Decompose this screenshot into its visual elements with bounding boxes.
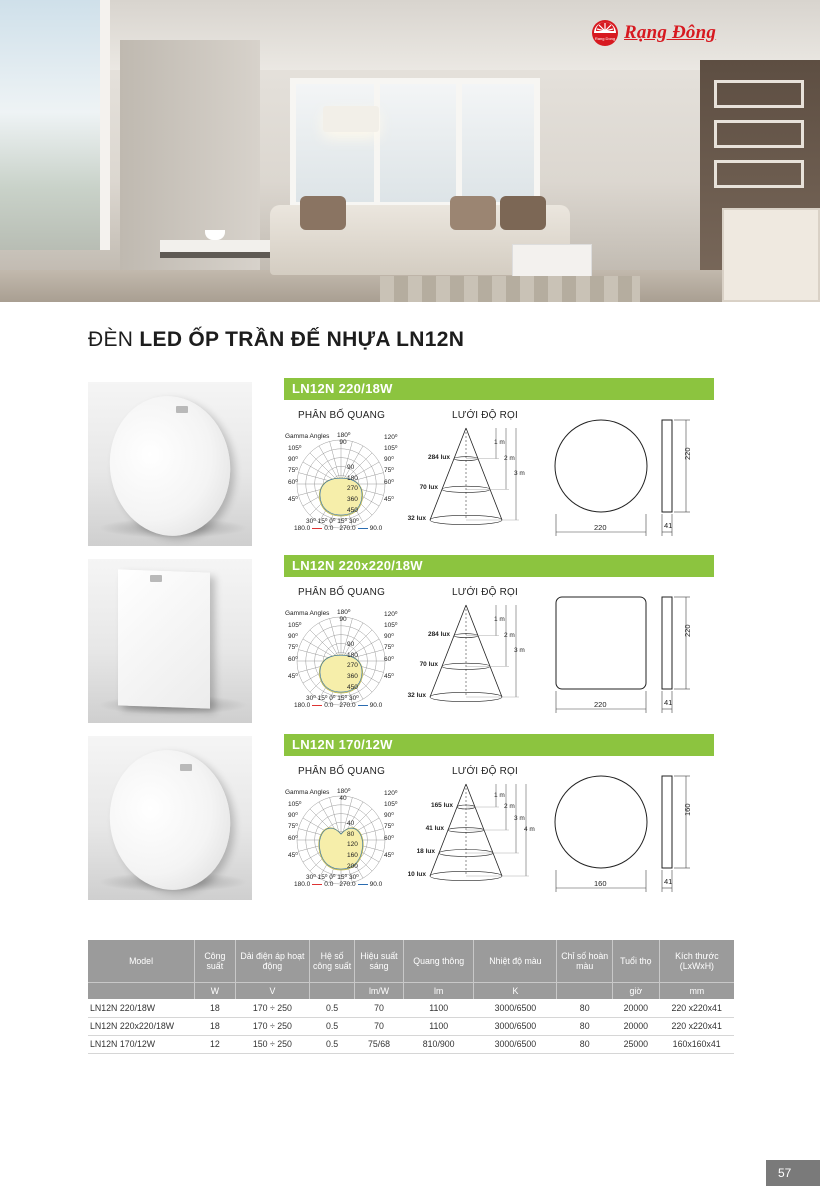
distance-label: 3 m [514,470,525,477]
distance-label: 2 m [504,803,515,810]
angle-label: 45⁰ [288,852,298,859]
legend-plane-b: 270.0 [339,881,356,888]
table-cell: 12 [195,1035,236,1053]
col-power-factor: Hệ số công suất [310,940,355,982]
product-title-bar: LN12N 220/18W [284,378,714,400]
legend-plane-b: 270.0 [339,702,356,709]
illuminance-cone-diagram [420,603,530,705]
angle-label: 45⁰ [384,496,394,503]
legend-plane-b: 270.0 [339,525,356,532]
table-header-row [88,940,734,982]
product-photo-round-170 [88,736,252,900]
col-efficacy: Hiệu suất sáng [354,940,403,982]
ring-label: 90 [339,616,347,623]
bottom-angles-label: 30⁰ 15⁰ 0⁰ 15⁰ 30⁰ [306,518,359,525]
legend-plane-a: 180.0 [294,881,311,888]
unit-cell [557,982,612,999]
width-value: 220 [594,523,607,532]
lux-label: 32 lux [407,515,426,522]
ring-label: 180 [347,652,358,659]
angle-label: 75⁰ [384,467,394,474]
table-cell: 80 [557,1035,612,1053]
gamma-angles-label: Gamma Angles [285,610,330,617]
col-voltage: Dải điện áp hoạt động [235,940,310,982]
table-cell: LN12N 220x220/18W [88,1017,195,1035]
angle-label: 60⁰ [288,479,298,486]
legend-plane-a: 180.0 [294,525,311,532]
illuminance-grid-label: LƯỚI ĐỘ RỌI [452,766,518,777]
table-cell: 3000/6500 [474,1017,557,1035]
svg-text:Rang Dong: Rang Dong [594,36,616,41]
depth-value: 41 [664,521,673,530]
dimension-drawing [550,591,710,731]
spec-table [88,940,734,1054]
distance-label: 3 m [514,814,525,822]
table-cell: 70 [354,1017,403,1035]
distance-label: 3 m [514,647,525,654]
dimension-drawing [550,414,710,554]
ring-label: 270 [347,485,358,492]
table-cell: 0.5 [310,1035,355,1053]
angle-label: 120⁰ [384,611,398,618]
lux-label: 165 lux [430,802,453,809]
gamma-angles-label: Gamma Angles [285,433,330,440]
bottom-angles-label: 30⁰ 15⁰ 0⁰ 15⁰ 30⁰ [306,874,359,881]
illuminance-cone-diagram [420,782,530,884]
table-cell: 0.5 [310,999,355,1017]
angle-label: 60⁰ [288,835,298,842]
angle-label: 105⁰ [288,445,302,452]
table-cell: 1100 [404,999,474,1017]
light-distribution-label: PHÂN BỐ QUANG [298,766,386,777]
legend-plane-a2: 0.0 [324,702,334,709]
height-value: 220 [683,447,692,460]
table-cell: 1100 [404,1017,474,1035]
angle-label: 60⁰ [384,479,394,486]
angle-label: 60⁰ [384,835,394,842]
polar-legend [294,525,382,532]
angle-label: 90⁰ [384,633,394,640]
bottom-angles-label: 30⁰ 15⁰ 0⁰ 15⁰ 30⁰ [306,695,359,702]
ring-label: 450 [347,507,358,514]
ring-label: 120 [347,841,358,848]
distance-label: 1 m [494,439,505,447]
angle-label: 180⁰ [337,788,351,795]
illuminance-grid-label: LƯỚI ĐỘ RỌI [452,410,518,421]
sun-logo-icon [590,18,620,48]
legend-plane-a: 180.0 [294,702,311,709]
angle-label: 45⁰ [288,673,298,680]
lux-label: 10 lux [407,871,426,878]
side-view [662,776,672,868]
product-photo-round-220 [88,382,252,546]
legend-line-red [312,705,322,706]
table-cell: 80 [557,999,612,1017]
table-cell: LN12N 170/12W [88,1035,195,1053]
legend-line-red [312,884,322,885]
table-cell: 160x160x41 [659,1035,734,1053]
lux-label: 41 lux [425,825,444,832]
legend-line-blue [358,528,368,529]
light-distribution-label: PHÂN BỐ QUANG [298,410,386,421]
polar-legend [294,881,382,888]
col-power: Công suất [195,940,236,982]
angle-label: 45⁰ [288,496,298,503]
lux-label: 70 lux [419,484,438,492]
table-row [88,1017,734,1035]
angle-label: 180⁰ [337,609,351,616]
title-product: LED ỐP TRẦN ĐẾ NHỰA LN12N [139,328,465,351]
product-title-bar: LN12N 220x220/18W [284,555,714,577]
ring-label: 450 [347,684,358,691]
depth-value: 41 [664,698,673,707]
angle-label: 75⁰ [384,644,394,651]
table-cell: 3000/6500 [474,1035,557,1053]
table-cell: 170 ÷ 250 [235,999,310,1017]
height-value: 160 [683,803,692,816]
angle-label: 45⁰ [384,673,394,680]
page-title [88,328,464,352]
table-cell: 3000/6500 [474,999,557,1017]
unit-cell: lm [404,982,474,999]
table-cell: 70 [354,999,403,1017]
polar-legend [294,702,382,709]
angle-label: 60⁰ [288,656,298,663]
light-distribution-label: PHÂN BỐ QUANG [298,587,386,598]
angle-label: 105⁰ [384,801,398,808]
angle-label: 90⁰ [288,456,298,463]
distance-label: 2 m [504,454,515,462]
angle-label: 90⁰ [384,812,394,819]
product-title-bar: LN12N 170/12W [284,734,714,756]
angle-label: 75⁰ [384,823,394,830]
angle-label: 75⁰ [288,467,298,474]
angle-label: 90⁰ [384,456,394,463]
col-cct: Nhiệt độ màu [474,940,557,982]
depth-value: 41 [664,877,673,886]
angle-label: 105⁰ [384,622,398,629]
table-row [88,1035,734,1053]
legend-plane-a2: 0.0 [324,881,334,888]
angle-label: 180⁰ [337,432,351,439]
unit-cell: W [195,982,236,999]
ring-label: 90 [347,464,355,471]
unit-cell: K [474,982,557,999]
legend-plane-b2: 90.0 [369,702,383,709]
unit-cell [310,982,355,999]
ring-label: 90 [347,641,355,648]
table-cell: 20000 [612,999,659,1017]
illuminance-grid-label: LƯỚI ĐỘ RỌI [452,587,518,598]
front-view-circle [555,776,647,868]
table-cell: 25000 [612,1035,659,1053]
ring-label: 180 [347,475,358,482]
table-cell: 220 x220x41 [659,1017,734,1035]
ring-label: 200 [347,863,358,870]
distance-label: 1 m [494,616,505,624]
distance-label: 2 m [504,631,515,639]
width-value: 220 [594,700,607,709]
unit-cell: giờ [612,982,659,999]
lux-label: 70 lux [419,661,438,669]
angle-label: 105⁰ [288,801,302,808]
ring-label: 360 [347,673,358,680]
ring-label: 270 [347,662,358,669]
table-cell: 18 [195,999,236,1017]
unit-cell [88,982,195,999]
angle-label: 105⁰ [288,622,302,629]
lux-label: 32 lux [407,692,426,699]
dimension-drawing [550,770,710,910]
side-view [662,420,672,512]
illuminance-cone-diagram [420,426,530,528]
height-value: 220 [683,624,692,637]
brand-logo [590,18,732,48]
distance-label: 4 m [524,826,535,833]
ring-label: 90 [339,439,347,446]
legend-plane-b2: 90.0 [369,881,383,888]
col-lumens: Quang thông [404,940,474,982]
angle-label: 120⁰ [384,434,398,441]
unit-cell: lm/W [354,982,403,999]
legend-line-blue [358,884,368,885]
legend-plane-b2: 90.0 [369,525,383,532]
side-view [662,597,672,689]
width-value: 160 [594,879,607,888]
angle-label: 45⁰ [384,852,394,859]
front-view-circle [555,420,647,512]
legend-plane-a2: 0.0 [324,525,334,532]
col-model: Model [88,940,195,982]
ring-label: 160 [347,852,358,859]
table-cell: 20000 [612,1017,659,1035]
table-cell: 810/900 [404,1035,474,1053]
col-lifetime: Tuổi thọ [612,940,659,982]
col-cri: Chỉ số hoàn màu [557,940,612,982]
angle-label: 75⁰ [288,823,298,830]
unit-cell: V [235,982,310,999]
table-cell: 80 [557,1017,612,1035]
table-cell: 150 ÷ 250 [235,1035,310,1053]
legend-line-red [312,528,322,529]
angle-label: 105⁰ [384,445,398,452]
legend-line-blue [358,705,368,706]
table-cell: 220 x220x41 [659,999,734,1017]
title-prefix: ĐÈN [88,328,134,351]
product-photo-square-220 [88,559,252,723]
unit-cell: mm [659,982,734,999]
front-view-square [556,597,646,689]
lux-label: 18 lux [416,848,435,855]
lux-label: 284 lux [427,453,450,461]
table-cell: 18 [195,1017,236,1035]
table-cell: LN12N 220/18W [88,999,195,1017]
ring-label: 80 [347,831,355,838]
ring-label: 40 [339,795,347,802]
angle-label: 60⁰ [384,656,394,663]
page-number: 57 [766,1160,820,1186]
table-unit-row [88,982,734,999]
brand-name: Rạng Đông [624,22,717,43]
table-cell: 170 ÷ 250 [235,1017,310,1035]
table-row [88,999,734,1017]
angle-label: 75⁰ [288,644,298,651]
col-size: Kích thước (LxWxH) [659,940,734,982]
distance-label: 1 m [494,791,505,799]
angle-label: 90⁰ [288,633,298,640]
ring-label: 360 [347,496,358,503]
gamma-angles-label: Gamma Angles [285,789,330,796]
lux-label: 284 lux [427,630,450,638]
angle-label: 90⁰ [288,812,298,819]
ring-label: 40 [347,820,355,827]
angle-label: 120⁰ [384,790,398,797]
table-cell: 0.5 [310,1017,355,1035]
table-cell: 75/68 [354,1035,403,1053]
